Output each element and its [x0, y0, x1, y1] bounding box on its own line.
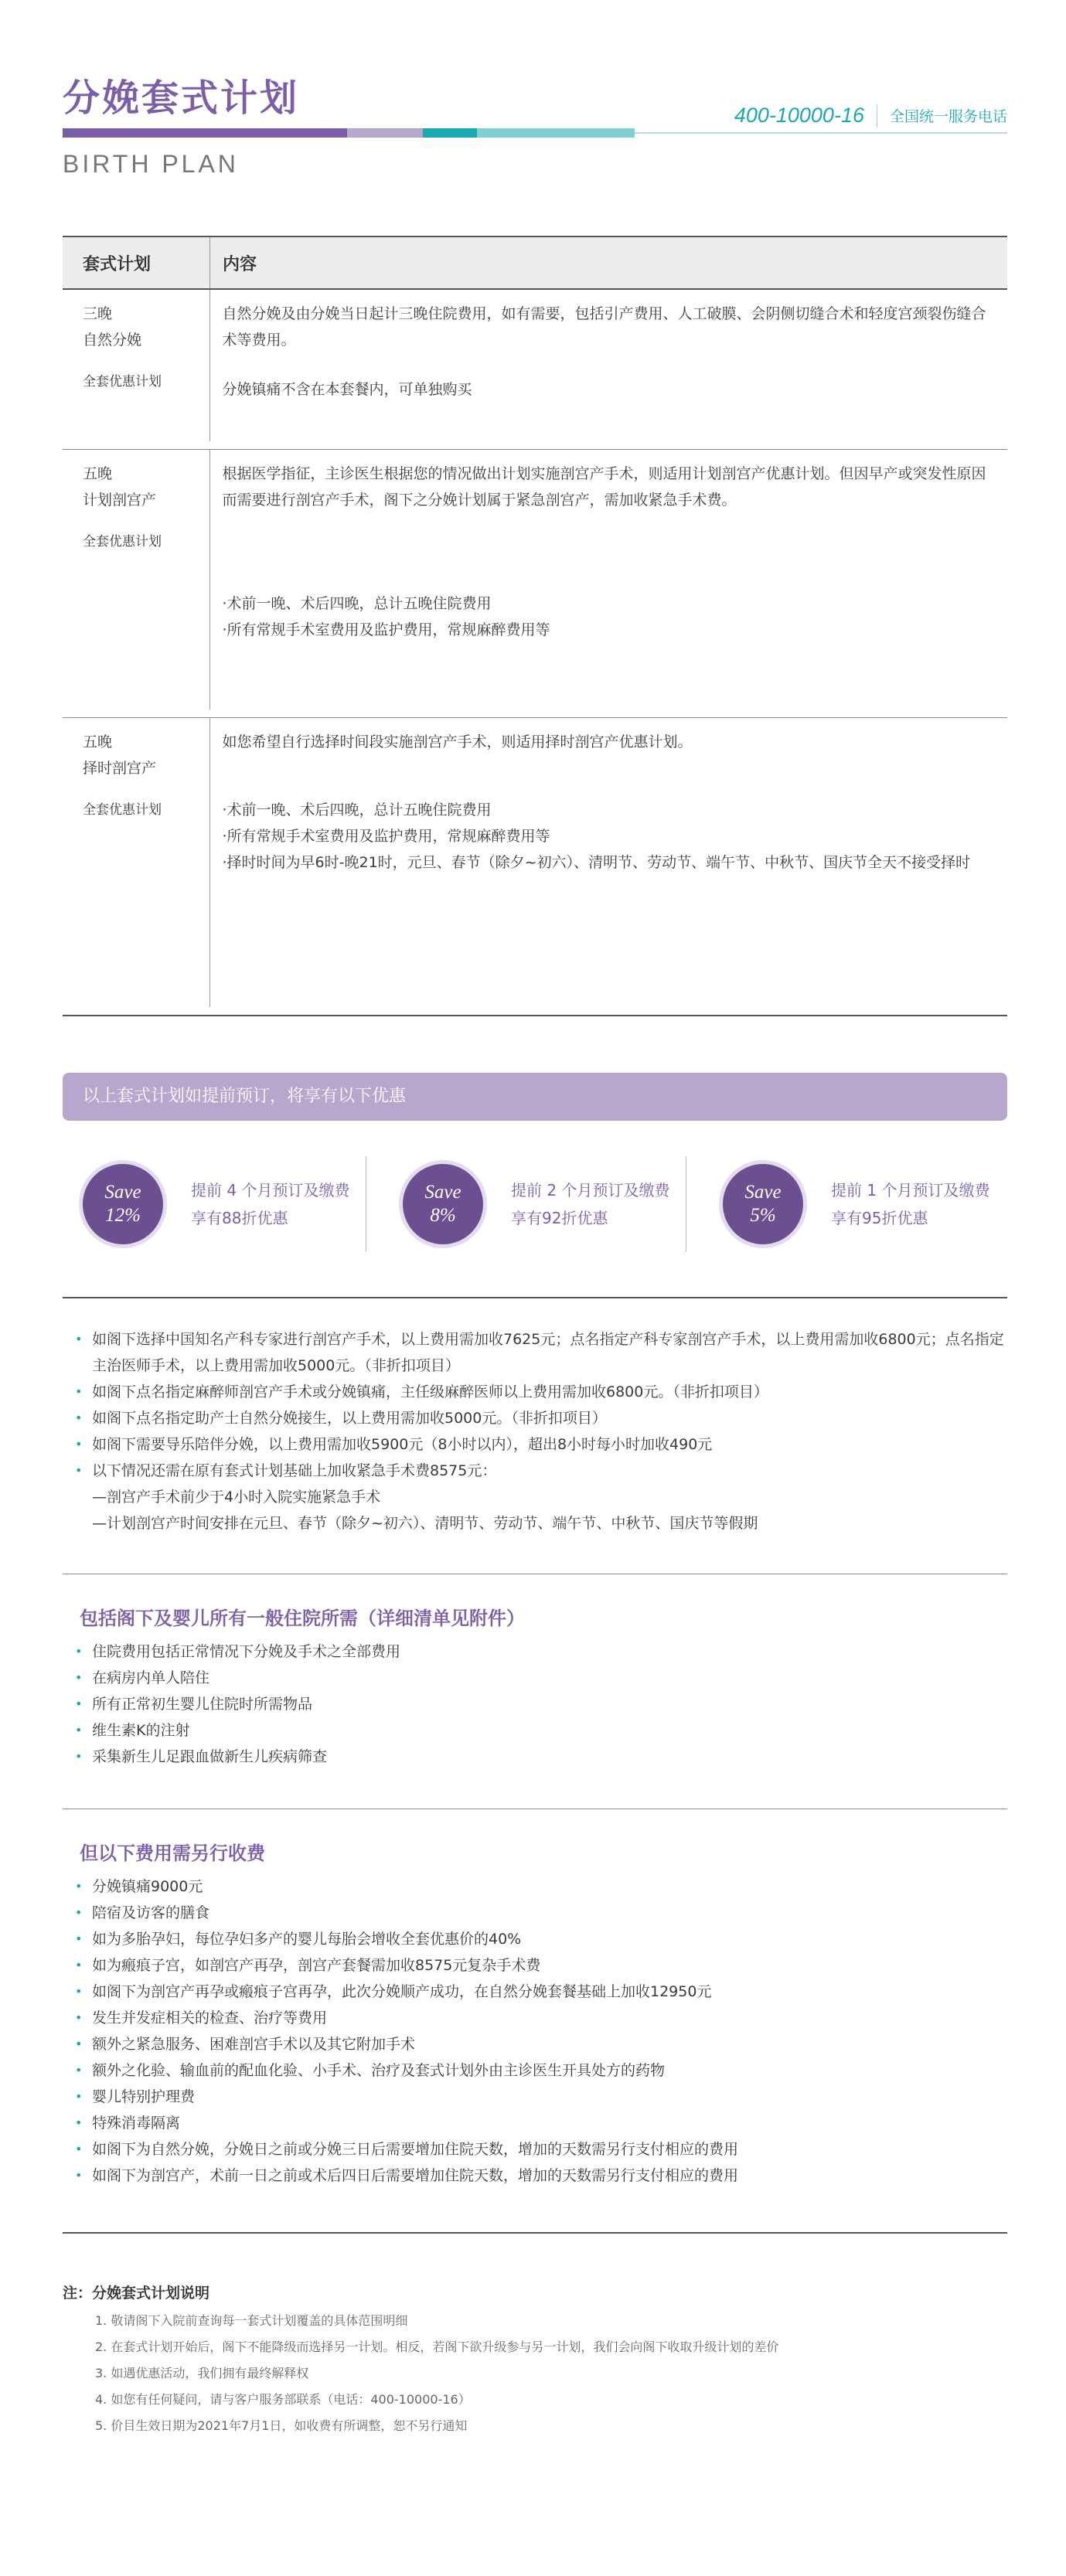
table-header-row [63, 237, 1007, 289]
column-header-plan: 套式计划 [63, 237, 210, 289]
list-item: • 如阁下为剖宫产，术前一日之前或术后四日后需要增加住院天数，增加的天数需另行支付相应的费用 [63, 2163, 1007, 2189]
plan-tag: 全套优惠计划 [83, 534, 162, 550]
plan-content-cell [210, 289, 1008, 450]
save-badge [403, 1164, 483, 1244]
list-item: • 如阁下需要导乐陪伴分娩，以上费用需加收5900元（8小时以内），超出8小时每小时加收490元 [63, 1431, 1007, 1458]
table-row [63, 289, 1007, 450]
list-item: • 如为瘢痕子宫，如剖宫产再孕，剖宫产套餐需加收8575元复杂手术费 [63, 1952, 1007, 1979]
plan-item: ·所有常规手术室费用及监护费用，常规麻醉费用等 [222, 621, 550, 638]
included-title: 包括阁下及婴儿所有一般住院所需（详细清单见附件） [80, 1608, 525, 1629]
save-percent: 5% [750, 1205, 776, 1226]
list-item: • 特殊消毒隔离 [63, 2110, 1007, 2136]
discount-text [511, 1176, 669, 1232]
surcharge-list [63, 1326, 1007, 1536]
page-title: 分娩套式计划 [63, 77, 300, 120]
plan-name-line: 择时剖宫产 [83, 760, 157, 777]
list-sub-item: —剖宫产手术前少于4小时入院实施紧急手术 [92, 1489, 381, 1506]
note-item: 5. 价目生效日期为2021年7月1日，如收费有所调整，恕不另行通知 [95, 2418, 468, 2433]
list-item: • 如阁下点名指定助产士自然分娩接生，以上费用需加收5000元。（非折扣项目） [63, 1405, 1007, 1431]
bar-segment-line [635, 132, 1007, 134]
bar-segment-light-teal [477, 128, 635, 138]
save-percent: 8% [430, 1205, 456, 1226]
plan-name-line: 自然分娩 [83, 332, 142, 349]
list-item: • 以下情况还需在原有套式计划基础上加收紧急手术费8575元： [63, 1458, 1007, 1484]
plan-name-cell [63, 450, 210, 718]
discount-text [191, 1176, 349, 1232]
hotline [734, 104, 1007, 128]
discount-line1: 提前 4 个月预订及缴费 [191, 1181, 350, 1200]
hotline-label: 全国统一服务电话 [889, 108, 1007, 125]
table-row [63, 718, 1007, 1016]
plan-tag: 全套优惠计划 [83, 802, 162, 818]
discount-list [63, 1156, 1007, 1257]
discount-banner: 以上套式计划如提前预订，将享有以下优惠 [63, 1073, 1007, 1121]
notes-list [95, 2308, 778, 2439]
list-item: • 住院费用包括正常情况下分娩及手术之全部费用 [63, 1638, 1007, 1665]
bar-segment-teal [423, 128, 477, 138]
list-item: • 分娩镇痛9000元 [63, 1873, 1007, 1900]
plan-content-cell [210, 450, 1008, 718]
list-sub-item: —计划剖宫产时间安排在元旦、春节（除夕~初六）、清明节、劳动节、端午节、中秋节、国庆节等假期 [92, 1515, 758, 1532]
discount-line1: 提前 2 个月预订及缴费 [511, 1181, 670, 1200]
plan-item: ·术前一晚、术后四晚，总计五晚住院费用 [222, 801, 492, 818]
plan-name-cell [63, 718, 210, 1016]
discount-item [383, 1156, 676, 1257]
save-word: Save [104, 1182, 141, 1203]
extra-list [63, 1873, 1007, 2189]
discount-text [831, 1176, 989, 1232]
note-item: 3. 如遇优惠活动，我们拥有最终解释权 [95, 2366, 309, 2380]
discount-line1: 提前 1 个月预订及缴费 [831, 1181, 990, 1200]
column-header-content: 内容 [210, 237, 1008, 289]
plan-tag: 全套优惠计划 [83, 374, 162, 390]
list-item: • 额外之化验、输血前的配血化验、小手术、治疗及套式计划外由主诊医生开具处方的药物 [63, 2057, 1007, 2084]
discount-line2: 享有92折优惠 [511, 1209, 608, 1227]
list-item: • 在病房内单人陪住 [63, 1665, 1007, 1691]
plan-item: ·术前一晚、术后四晚，总计五晚住院费用 [222, 595, 492, 612]
plan-item: ·所有常规手术室费用及监护费用，常规麻醉费用等 [222, 828, 550, 845]
plan-name-cell [63, 289, 210, 450]
list-item: • 婴儿特别护理费 [63, 2084, 1007, 2110]
discount-line2: 享有88折优惠 [191, 1209, 288, 1227]
table-row [63, 450, 1007, 718]
plan-content-cell [210, 718, 1008, 1016]
note-item: 2. 在套式计划开始后，阁下不能降级而选择另一计划。相反，若阁下欲升级参与另一计划，我们会向阁下收取升级计划的差价 [95, 2339, 779, 2354]
plan-note: 分娩镇痛不含在本套餐内，可单独购买 [222, 381, 472, 398]
plan-intro: 如您希望自行选择时间段实施剖宫产手术，则适用择时剖宫产优惠计划。 [222, 733, 693, 750]
included-list [63, 1638, 1007, 1770]
save-badge [723, 1164, 803, 1244]
list-item: • 如阁下选择中国知名产科专家进行剖宫产手术，以上费用需加收7625元；点名指定产科专家剖宫产手术，以上费用需加收6800元；点名指定主治医师手术，以上费用需加收5000元。（非折扣项目） [63, 1326, 1007, 1379]
note-item: 1. 敬请阁下入院前查询每一套式计划覆盖的具体范围明细 [95, 2313, 408, 2328]
note-item: 4. 如您有任何疑问，请与客户服务部联系（电话：400-10000-16） [95, 2392, 471, 2407]
page-subtitle: BIRTH PLAN [63, 150, 239, 178]
notes-title: 注：分娩套式计划说明 [63, 2285, 210, 2302]
plan-item: ·择时时间为早6时-晚21时，元旦、春节（除夕~初六）、清明节、劳动节、端午节、中秋节、国庆节全天不接受择时 [222, 854, 971, 871]
bar-segment-purple [63, 128, 347, 138]
save-badge [83, 1164, 163, 1244]
plan-intro: 自然分娩及由分娩当日起计三晚住院费用，如有需要，包括引产费用、人工破膜、会阴侧切缝合术和轻度宫颈裂伤缝合术等费用。 [222, 305, 986, 349]
plan-name-line: 计划剖宫产 [83, 492, 157, 509]
list-item: • 所有正常初生婴儿住院时所需物品 [63, 1691, 1007, 1717]
section-divider [63, 2232, 1007, 2234]
save-word: Save [424, 1182, 461, 1203]
list-item: • 如阁下为剖宫产再孕或瘢痕子宫再孕，此次分娩顺产成功，在自然分娩套餐基础上加收12950元 [63, 1979, 1007, 2005]
list-item: • 额外之紧急服务、困难剖宫手术以及其它附加手术 [63, 2031, 1007, 2057]
plan-name-line: 五晚 [83, 733, 113, 750]
discount-item [703, 1156, 996, 1257]
extra-title: 但以下费用需另行收费 [80, 1843, 265, 1864]
discount-line2: 享有95折优惠 [831, 1209, 928, 1227]
plan-name-line: 三晚 [83, 305, 113, 322]
plan-intro: 根据医学指征，主诊医生根据您的情况做出计划实施剖宫产手术，则适用计划剖宫产优惠计划。但因早产或突发性原因而需要进行剖宫产手术，阁下之分娩计划属于紧急剖宫产，需加收紧急手术费。 [222, 465, 986, 509]
list-item: • 采集新生儿足跟血做新生儿疾病筛查 [63, 1744, 1007, 1770]
save-word: Save [744, 1182, 782, 1203]
list-item: • 陪宿及访客的膳食 [63, 1900, 1007, 1926]
list-item: • 维生素K的注射 [63, 1717, 1007, 1744]
header-color-bar [63, 128, 1007, 138]
list-item: • 如为多胎孕妇，每位孕妇多产的婴儿每胎会增收全套优惠价的40% [63, 1926, 1007, 1952]
bar-segment-light-purple [347, 128, 423, 138]
discount-item [63, 1156, 356, 1257]
list-item: • 如阁下点名指定麻醉师剖宫产手术或分娩镇痛，主任级麻醉医师以上费用需加收6800元。（非折扣项目） [63, 1379, 1007, 1405]
section-divider [63, 1297, 1007, 1298]
save-percent: 12% [105, 1205, 141, 1226]
plan-name-line: 五晚 [83, 465, 113, 482]
list-item: • 如阁下为自然分娩，分娩日之前或分娩三日后需要增加住院天数，增加的天数需另行支付相应的费用 [63, 2136, 1007, 2163]
hotline-number[interactable]: 400-10000-16 [734, 104, 864, 127]
list-item: • 发生并发症相关的检查、治疗等费用 [63, 2005, 1007, 2031]
plan-table [63, 236, 1007, 1016]
